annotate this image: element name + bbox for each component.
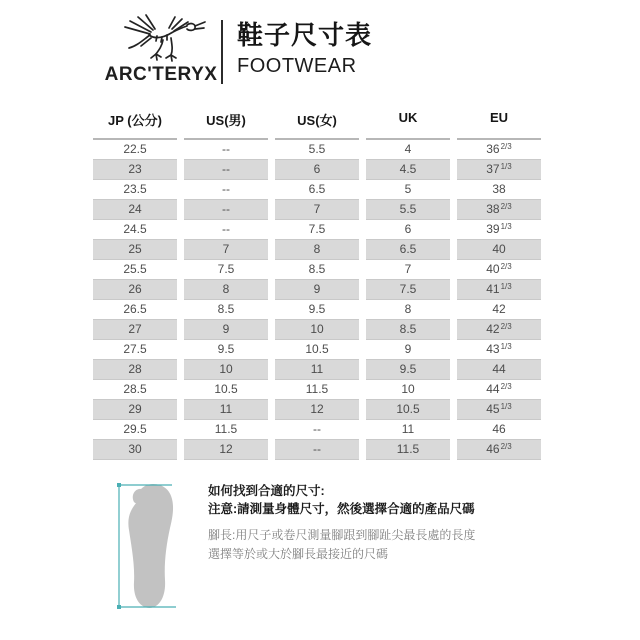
cell-jp: 26 bbox=[93, 280, 177, 300]
size-table-body bbox=[93, 140, 541, 460]
cell-us-men: 7 bbox=[184, 240, 268, 260]
cell-jp: 27.5 bbox=[93, 340, 177, 360]
cell-uk: 11 bbox=[366, 420, 450, 440]
cell-us-women: 6.5 bbox=[275, 180, 359, 200]
size-table-header bbox=[93, 102, 541, 140]
cell-us-men: 9 bbox=[184, 320, 268, 340]
cell-eu: $45^{1/3}$ bbox=[457, 400, 541, 420]
column-header-eu: EU bbox=[457, 102, 541, 140]
cell-uk: 10.5 bbox=[366, 400, 450, 420]
fit-guide-text bbox=[208, 480, 475, 635]
cell-eu: $39^{1/3}$ bbox=[457, 220, 541, 240]
cell-us-men: -- bbox=[184, 160, 268, 180]
page-subtitle: FOOTWEAR bbox=[237, 55, 357, 77]
cell-jp: 25.5 bbox=[93, 260, 177, 280]
cell-uk: 9 bbox=[366, 340, 450, 360]
cell-uk: 9.5 bbox=[366, 360, 450, 380]
cell-jp: 28 bbox=[93, 360, 177, 380]
header bbox=[105, 12, 372, 86]
column-header-us-men: US(男) bbox=[184, 102, 268, 140]
cell-eu: $40^{2/3}$ bbox=[457, 260, 541, 280]
table-row bbox=[93, 160, 541, 180]
cell-eu: $46^{2/3}$ bbox=[457, 440, 541, 460]
cell-us-women: 7 bbox=[275, 200, 359, 220]
foot-measure-icon bbox=[110, 480, 194, 635]
cell-uk: 5.5 bbox=[366, 200, 450, 220]
cell-eu: $41^{1/3}$ bbox=[457, 280, 541, 300]
cell-uk: 10 bbox=[366, 380, 450, 400]
table-row bbox=[93, 380, 541, 400]
cell-jp: 25 bbox=[93, 240, 177, 260]
cell-us-women: 11.5 bbox=[275, 380, 359, 400]
table-row bbox=[93, 440, 541, 460]
cell-jp: 23.5 bbox=[93, 180, 177, 200]
table-row bbox=[93, 340, 541, 360]
cell-us-women: 11 bbox=[275, 360, 359, 380]
table-row bbox=[93, 400, 541, 420]
table-row bbox=[93, 240, 541, 260]
cell-uk: 5 bbox=[366, 180, 450, 200]
cell-uk: 6 bbox=[366, 220, 450, 240]
cell-jp: 29 bbox=[93, 400, 177, 420]
cell-us-women: 8.5 bbox=[275, 260, 359, 280]
cell-uk: 7 bbox=[366, 260, 450, 280]
cell-us-men: 11 bbox=[184, 400, 268, 420]
cell-us-men: -- bbox=[184, 140, 268, 160]
cell-eu: $38^{2/3}$ bbox=[457, 200, 541, 220]
fit-guide-note: 注意:請測量身體尺寸，然後選擇合適的產品尺碼 bbox=[208, 502, 475, 516]
cell-eu: 46 bbox=[457, 420, 541, 440]
cell-uk: 8.5 bbox=[366, 320, 450, 340]
cell-us-women: 5.5 bbox=[275, 140, 359, 160]
cell-us-women: 10 bbox=[275, 320, 359, 340]
foot-length-tip bbox=[208, 526, 475, 564]
cell-us-men: 8.5 bbox=[184, 300, 268, 320]
table-row bbox=[93, 280, 541, 300]
cell-eu: 44 bbox=[457, 360, 541, 380]
cell-eu: $37^{1/3}$ bbox=[457, 160, 541, 180]
cell-uk: 7.5 bbox=[366, 280, 450, 300]
cell-eu: $42^{2/3}$ bbox=[457, 320, 541, 340]
size-table bbox=[93, 102, 541, 460]
cell-us-men: 10 bbox=[184, 360, 268, 380]
table-row bbox=[93, 140, 541, 160]
table-row bbox=[93, 180, 541, 200]
column-header-uk: UK bbox=[366, 102, 450, 140]
cell-eu: $36^{2/3}$ bbox=[457, 140, 541, 160]
cell-uk: 8 bbox=[366, 300, 450, 320]
table-row bbox=[93, 320, 541, 340]
cell-eu: $43^{1/3}$ bbox=[457, 340, 541, 360]
table-row bbox=[93, 260, 541, 280]
cell-eu: 42 bbox=[457, 300, 541, 320]
page-title: 鞋子尺寸表 bbox=[237, 20, 373, 50]
cell-jp: 26.5 bbox=[93, 300, 177, 320]
cell-us-men: 12 bbox=[184, 440, 268, 460]
cell-us-women: 7.5 bbox=[275, 220, 359, 240]
cell-us-women: 9.5 bbox=[275, 300, 359, 320]
cell-jp: 28.5 bbox=[93, 380, 177, 400]
brand-wordmark: ARC'TERYX bbox=[104, 64, 218, 85]
cell-us-women: -- bbox=[275, 420, 359, 440]
cell-eu: $44^{2/3}$ bbox=[457, 380, 541, 400]
cell-uk: 6.5 bbox=[366, 240, 450, 260]
table-row bbox=[93, 360, 541, 380]
fit-guide-title: 如何找到合適的尺寸: bbox=[208, 484, 325, 498]
cell-us-women: 9 bbox=[275, 280, 359, 300]
cell-jp: 27 bbox=[93, 320, 177, 340]
foot-length-tip-line2: 選擇等於或大於腳長最接近的尺碼 bbox=[208, 547, 389, 561]
table-row bbox=[93, 200, 541, 220]
cell-us-women: 10.5 bbox=[275, 340, 359, 360]
cell-jp: 24.5 bbox=[93, 220, 177, 240]
cell-eu: 38 bbox=[457, 180, 541, 200]
cell-us-women: 6 bbox=[275, 160, 359, 180]
cell-uk: 4 bbox=[366, 140, 450, 160]
cell-uk: 11.5 bbox=[366, 440, 450, 460]
cell-eu: 40 bbox=[457, 240, 541, 260]
cell-us-men: 7.5 bbox=[184, 260, 268, 280]
table-row bbox=[93, 220, 541, 240]
cell-us-women: 8 bbox=[275, 240, 359, 260]
cell-jp: 24 bbox=[93, 200, 177, 220]
cell-us-men: -- bbox=[184, 200, 268, 220]
table-row bbox=[93, 420, 541, 440]
table-row bbox=[93, 300, 541, 320]
column-header-us-women: US(女) bbox=[275, 102, 359, 140]
cell-jp: 22.5 bbox=[93, 140, 177, 160]
cell-jp: 29.5 bbox=[93, 420, 177, 440]
cell-uk: 4.5 bbox=[366, 160, 450, 180]
cell-us-women: -- bbox=[275, 440, 359, 460]
foot-length-tip-line1: 腳長:用尺子或卷尺測量腳跟到腳趾尖最長處的長度 bbox=[208, 528, 476, 542]
brand-block bbox=[105, 12, 217, 86]
cell-us-men: -- bbox=[184, 180, 268, 200]
title-block bbox=[223, 12, 372, 86]
fit-guide-section bbox=[110, 480, 475, 635]
cell-us-women: 12 bbox=[275, 400, 359, 420]
cell-us-men: 9.5 bbox=[184, 340, 268, 360]
cell-jp: 30 bbox=[93, 440, 177, 460]
cell-us-men: -- bbox=[184, 220, 268, 240]
cell-us-men: 10.5 bbox=[184, 380, 268, 400]
cell-us-men: 8 bbox=[184, 280, 268, 300]
arcteryx-logo-icon bbox=[113, 12, 209, 62]
cell-jp: 23 bbox=[93, 160, 177, 180]
cell-us-men: 11.5 bbox=[184, 420, 268, 440]
column-header-jp: JP (公分) bbox=[93, 102, 177, 140]
